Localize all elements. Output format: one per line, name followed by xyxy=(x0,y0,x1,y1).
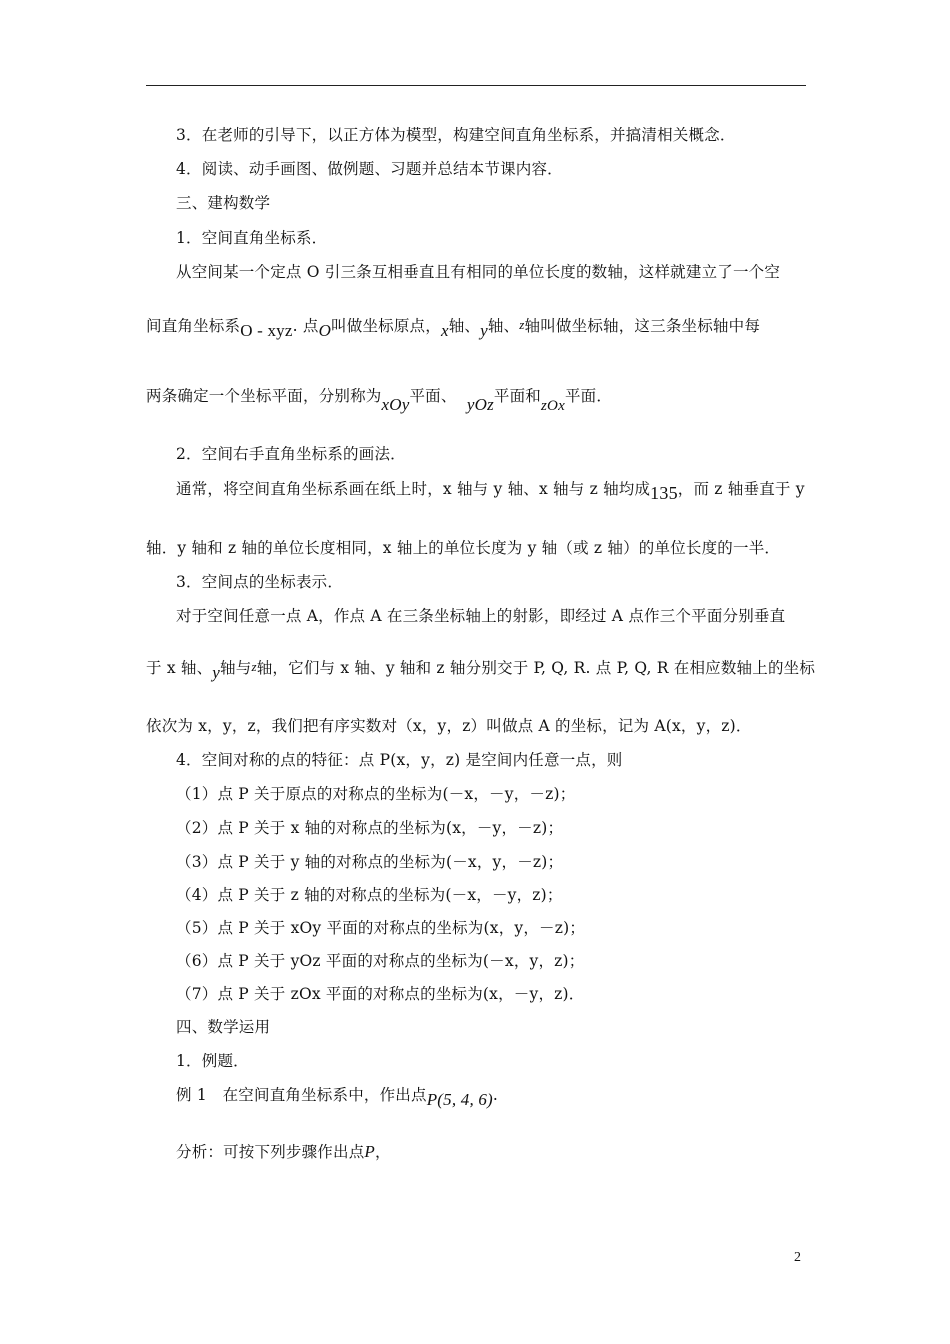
text-run: ， xyxy=(375,1143,391,1161)
list-item: （6）点 P 关于 yOz 平面的对称点的坐标为(－x，y，z)； xyxy=(176,952,585,970)
math-formula: y xyxy=(212,663,221,682)
text-run: 平面． xyxy=(564,387,613,405)
text-line xyxy=(146,658,816,682)
text-run: 轴、 xyxy=(487,317,520,335)
header-rule xyxy=(146,85,806,86)
subsection-heading: 3．空间点的坐标表示． xyxy=(176,573,344,591)
text-line xyxy=(146,386,613,414)
math-formula: yOz xyxy=(466,395,494,414)
text-run: . xyxy=(492,1086,499,1104)
text-line: 4．阅读、动手画图、做例题、习题并总结本节课内容． xyxy=(176,160,563,178)
text-run: 叫做坐标原点， xyxy=(331,317,441,335)
text-line: 3．在老师的引导下，以正方体为模型，构建空间直角坐标系，并搞清相关概念． xyxy=(176,126,736,144)
section-heading: 四、数学运用 xyxy=(176,1018,271,1036)
text-run: 于 x 轴、 xyxy=(146,659,213,677)
text-run: 平面和 xyxy=(493,387,542,405)
math-formula: P xyxy=(364,1142,375,1161)
text-run: 平面、 xyxy=(409,387,457,405)
page-number: 2 xyxy=(794,1250,801,1265)
list-item: （5）点 P 关于 xOy 平面的对称点的坐标为(x，y，－z)； xyxy=(176,919,586,937)
math-formula: y xyxy=(480,321,488,340)
list-item: （7）点 P 关于 zOx 平面的对称点的坐标为(x，－y，z)． xyxy=(176,985,585,1003)
text-run: 两条确定一个坐标平面，分别称为 xyxy=(146,387,382,405)
text-line: 轴．y 轴和 z 轴的单位长度相同，x 轴上的单位长度为 y 轴（或 z 轴）的单位长度的一半． xyxy=(146,539,781,557)
text-line: 4．空间对称的点的特征：点 P(x，y，z) 是空间内任意一点，则 xyxy=(176,751,623,769)
math-formula: O xyxy=(318,321,332,340)
section-heading: 三、建构数学 xyxy=(176,194,271,212)
math-formula: P(5, 4, 6) xyxy=(426,1090,493,1109)
math-formula: zOx xyxy=(541,398,565,414)
text-line xyxy=(176,1142,391,1162)
subsection-heading: 1．例题． xyxy=(176,1052,249,1070)
text-line xyxy=(176,478,805,503)
subsection-heading: 2．空间右手直角坐标系的画法． xyxy=(176,445,406,463)
text-line: 依次为 x，y，z，我们把有序实数对（x，y，z）叫做点 A 的坐标，记为 A(x，y，z)． xyxy=(146,717,752,735)
math-formula: z xyxy=(251,659,257,674)
text-run: 例 1 在空间直角坐标系中，作出点 xyxy=(176,1086,427,1104)
math-formula: O - xyz xyxy=(240,321,293,340)
math-formula: x xyxy=(440,321,449,340)
text-run: 通常，将空间直角坐标系画在纸上时，x 轴与 y 轴、x 轴与 z 轴均成 xyxy=(176,480,651,498)
text-run: 轴、 xyxy=(448,317,481,335)
text-line xyxy=(146,316,761,340)
list-item: （1）点 P 关于原点的对称点的坐标为(－x，－y，－z)； xyxy=(176,785,576,803)
subsection-heading: 1．空间直角坐标系． xyxy=(176,229,328,247)
text-run: 间直角坐标系 xyxy=(146,317,241,335)
text-run: . 点 xyxy=(292,317,319,335)
text-line: 对于空间任意一点 A，作点 A 在三条坐标轴上的射影，即经过 A 点作三个平面分别垂直 xyxy=(176,607,786,625)
math-formula: z xyxy=(519,317,525,332)
text-line: 从空间某一个定点 O 引三条互相垂直且有相同的单位长度的数轴，这样就建立了一个空 xyxy=(176,263,781,281)
text-run: 分析：可按下列步骤作出点 xyxy=(176,1143,365,1161)
text-run: ，而 z 轴垂直于 y xyxy=(677,480,805,498)
text-run: 轴叫做坐标轴，这三条坐标轴中每 xyxy=(524,317,761,335)
math-formula: 135 xyxy=(650,483,678,503)
list-item: （2）点 P 关于 x 轴的对称点的坐标为(x，－y，－z)； xyxy=(176,819,564,837)
list-item: （3）点 P 关于 y 轴的对称点的坐标为(－x，y，－z)； xyxy=(176,853,564,871)
text-run: 轴与 xyxy=(220,659,252,677)
text-line xyxy=(176,1085,499,1109)
text-run: 轴，它们与 x 轴、y 轴和 z 轴分别交于 P, Q, R. 点 P, Q, R 在相应数轴上的坐标 xyxy=(256,659,816,677)
math-formula: xOy xyxy=(381,395,410,414)
list-item: （4）点 P 关于 z 轴的对称点的坐标为(－x，－y，z)； xyxy=(176,886,563,904)
